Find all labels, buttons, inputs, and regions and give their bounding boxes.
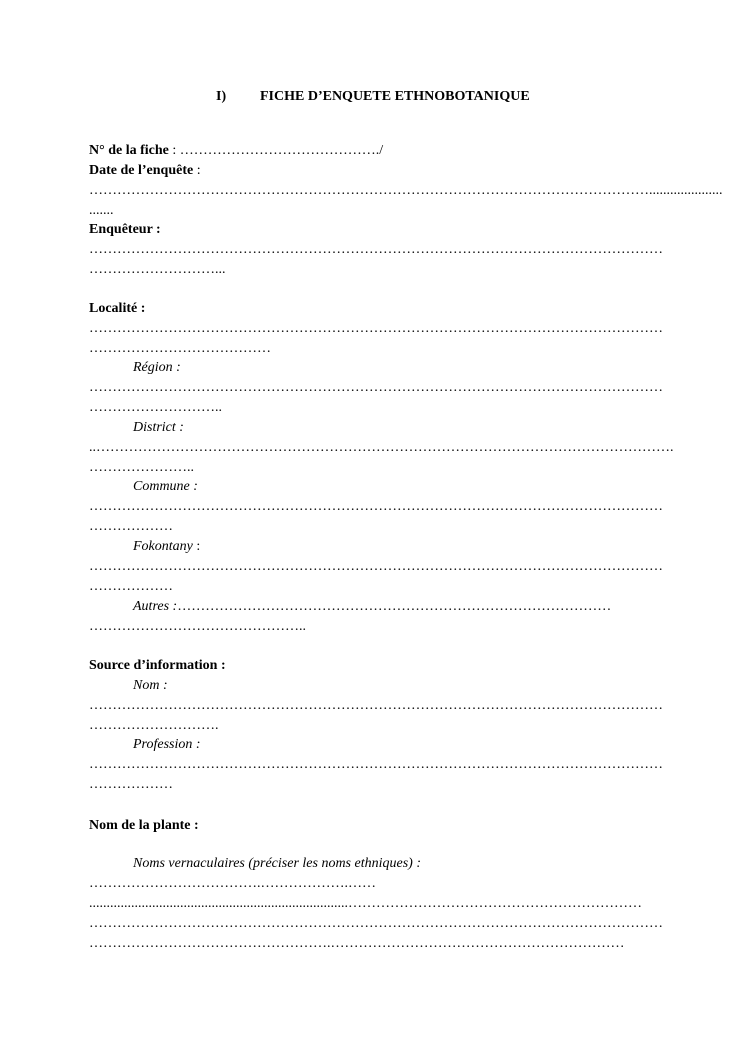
fokontany-sep: : xyxy=(192,539,201,554)
district-field-line-2[interactable]: ………………….. xyxy=(89,460,194,475)
fokontany-field-line-2[interactable]: ……………… xyxy=(89,579,173,594)
fokontany-row xyxy=(133,538,200,555)
localite-field-line-1[interactable]: …………………………………………………………………………………………………………… xyxy=(89,321,663,336)
date-field-line-2[interactable]: ....... xyxy=(89,203,114,218)
enqueteur-field-line-1[interactable]: …………………………………………………………………………………………………………… xyxy=(89,242,663,257)
region-field-line-2[interactable]: ……………………….. xyxy=(89,400,222,415)
section-number: I) xyxy=(216,89,227,104)
commune-field-line-1[interactable]: …………………………………………………………………………………………………………… xyxy=(89,499,663,514)
date-field-line-1[interactable]: …………………………………………………………………………………………………………..................... xyxy=(89,183,723,198)
profession-field-line-2[interactable]: ……………… xyxy=(89,777,173,792)
source-label: Source d’information : xyxy=(89,658,226,673)
nom-field-line-2[interactable]: ………………………. xyxy=(89,718,219,733)
autres-row xyxy=(133,598,655,615)
vernaculaires-label: Noms vernaculaires (préciser les noms ethniques) : xyxy=(133,856,421,871)
fiche-number-sep: : xyxy=(168,143,180,158)
profession-label: Profession : xyxy=(133,737,201,752)
district-field-line-1[interactable]: ..……………………………………………………………………………………………………………. xyxy=(89,440,674,455)
fokontany-label: Fokontany xyxy=(133,539,193,554)
plante-label: Nom de la plante : xyxy=(89,818,199,833)
nom-field-line-1[interactable]: …………………………………………………………………………………………………………… xyxy=(89,698,663,713)
fiche-number-label: N° de la fiche xyxy=(89,143,169,158)
region-label: Région : xyxy=(133,360,181,375)
vernaculaires-field-line-1[interactable]: ……………………………….……………….…… xyxy=(89,876,376,891)
commune-label: Commune : xyxy=(133,479,198,494)
enqueteur-field-line-2[interactable]: ………………………... xyxy=(89,262,226,277)
fokontany-field-line-1[interactable]: …………………………………………………………………………………………………………… xyxy=(89,559,663,574)
date-sep: : xyxy=(193,163,201,178)
autres-field-line-2[interactable]: ……………………………………….. xyxy=(89,619,306,634)
fiche-number-field[interactable]: ……………………………………./ xyxy=(179,143,384,158)
page-title: FICHE D’ENQUETE ETHNOBOTANIQUE xyxy=(260,89,530,104)
localite-field-line-2[interactable]: ………………………………… xyxy=(89,341,271,356)
autres-field-line-1[interactable]: ………………………………………………………………………………… xyxy=(177,599,612,614)
autres-label: Autres : xyxy=(133,599,178,614)
vernaculaires-field-line-2[interactable]: ..........................................................................……………………………………………………… xyxy=(89,896,642,911)
region-field-line-1[interactable]: …………………………………………………………………………………………………………… xyxy=(89,380,663,395)
localite-label: Localité : xyxy=(89,301,146,316)
profession-field-line-1[interactable]: …………………………………………………………………………………………………………… xyxy=(89,757,663,772)
enqueteur-label: Enquêteur : xyxy=(89,222,161,237)
vernaculaires-field-line-3[interactable]: …………………………………………………………………………………………………………… xyxy=(89,916,663,931)
vernaculaires-field-line-4[interactable]: …………………………………………….……………………………………………………… xyxy=(89,936,625,951)
date-label: Date de l’enquête xyxy=(89,163,194,178)
fiche-number-row xyxy=(89,142,383,159)
commune-field-line-2[interactable]: ……………… xyxy=(89,519,173,534)
nom-label: Nom : xyxy=(133,678,168,693)
date-row xyxy=(89,162,201,179)
district-label: District : xyxy=(133,420,184,435)
